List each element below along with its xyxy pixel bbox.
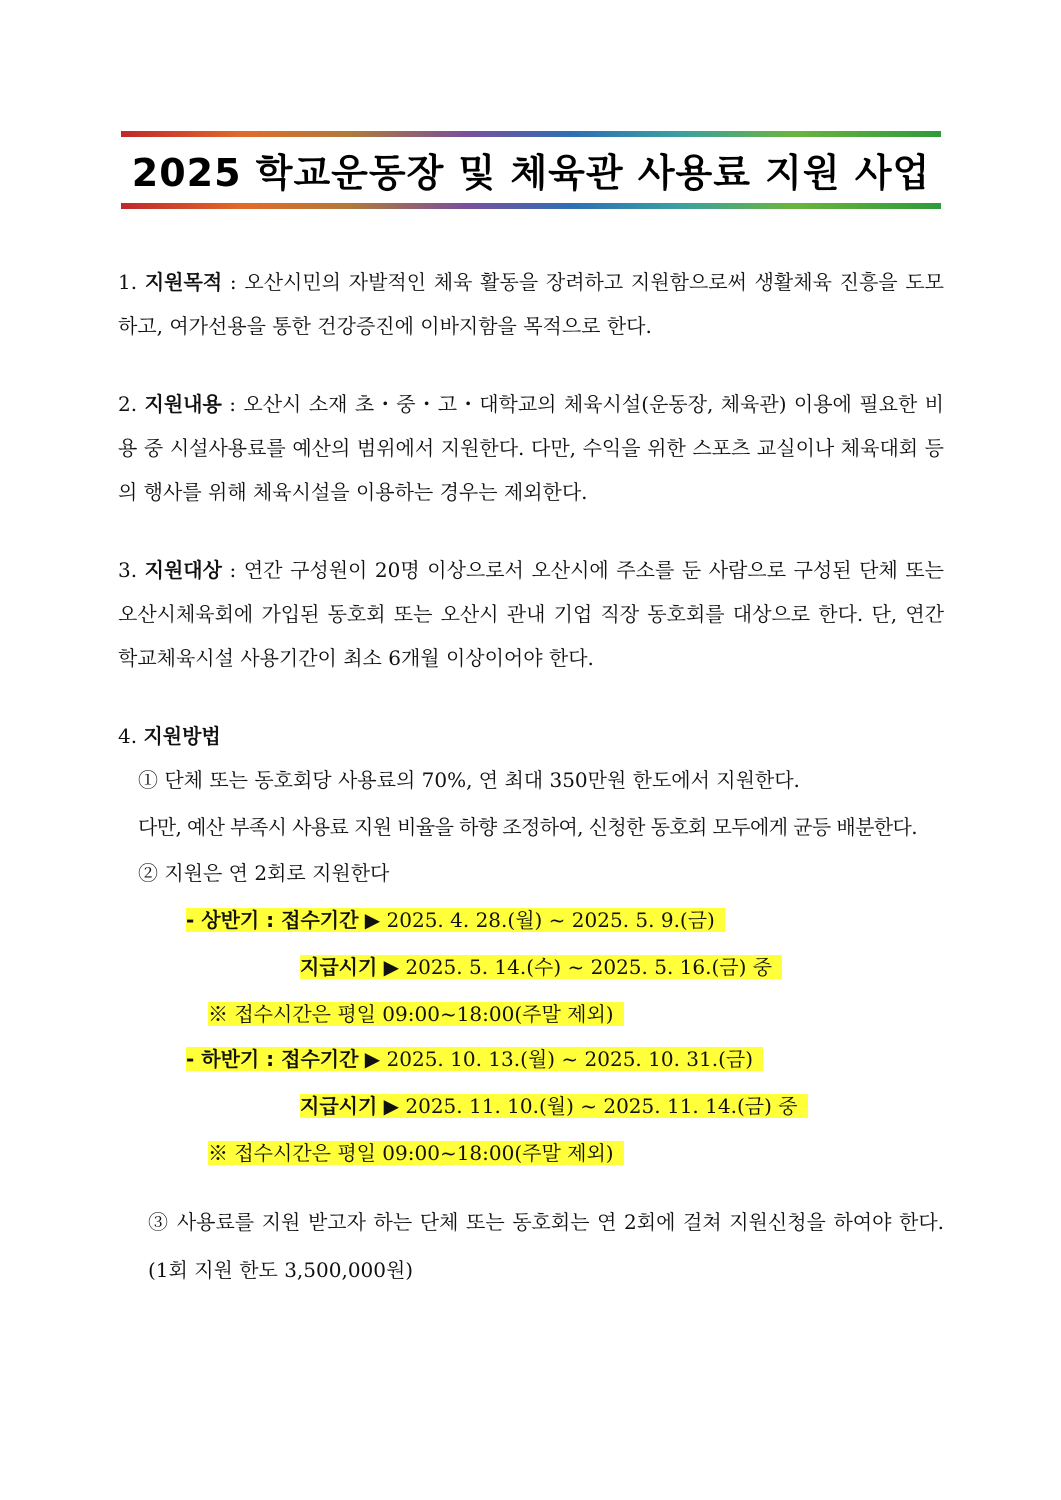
section-label: 지원대상 bbox=[144, 558, 222, 582]
second-half-receipt bbox=[186, 1039, 763, 1079]
method-item-3: ③ 사용료를 지원 받고자 하는 단체 또는 동호회는 연 2회에 걸쳐 지원신청을 하여야 한다.(1회 지원 한도 3,500,000원) bbox=[148, 1210, 944, 1282]
second-half-pay-label: 지급시기 bbox=[300, 1094, 378, 1118]
highlight-note: ※ 접수시간은 평일 09:00~18:00(주말 제외) bbox=[208, 1002, 624, 1026]
highlight bbox=[186, 908, 725, 932]
section-purpose bbox=[118, 260, 944, 348]
section-number: 2. bbox=[118, 392, 138, 416]
section-number: 4. bbox=[118, 724, 138, 748]
method-item-2: ② 지원은 연 2회로 지원한다 bbox=[138, 861, 390, 885]
section-method-heading bbox=[118, 716, 221, 756]
page-title: 2025 학교운동장 및 체육관 사용료 지원 사업 bbox=[131, 151, 931, 195]
first-half-receipt-dates: ▶ 2025. 4. 28.(월) ~ 2025. 5. 9.(금) bbox=[358, 908, 715, 932]
first-half-receipt bbox=[186, 900, 725, 940]
second-half-note bbox=[208, 1133, 624, 1173]
section-number: 3. bbox=[118, 558, 138, 582]
highlight bbox=[300, 1094, 808, 1118]
highlight bbox=[186, 1047, 763, 1071]
title-bottom-rule bbox=[121, 203, 941, 209]
section-number: 1. bbox=[118, 270, 138, 294]
first-half-payment bbox=[300, 947, 782, 987]
highlight-note: ※ 접수시간은 평일 09:00~18:00(주말 제외) bbox=[208, 1141, 624, 1165]
second-half-label: - 하반기 : 접수기간 bbox=[186, 1047, 359, 1071]
section-label: 지원내용 bbox=[144, 392, 222, 416]
first-half-label: - 상반기 : 접수기간 bbox=[186, 908, 359, 932]
first-half-pay-dates: ▶ 2025. 5. 14.(수) ~ 2025. 5. 16.(금) 중 bbox=[377, 955, 773, 979]
section-text: : 오산시 소재 초・중・고・대학교의 체육시설(운동장, 체육관) 이용에 필요한 비용 중 시설사용료를 예산의 범위에서 지원한다. 다만, 수익을 위한 스포츠 교실이나 체육대회 등의 행사를 위해 체육시설을 이용하는 경우는 제외한다. bbox=[118, 392, 945, 504]
section-text: : 연간 구성원이 20명 이상으로서 오산시에 주소를 둔 사람으로 구성된 단체 또는 오산시체육회에 가입된 동호회 또는 오산시 관내 기업 직장 동호회를 대상으로 한다. 단, 연간 학교체육시설 사용기간이 최소 6개월 이상이어야 한다. bbox=[118, 558, 944, 670]
second-half-pay-dates: ▶ 2025. 11. 10.(월) ~ 2025. 11. 14.(금) 중 bbox=[377, 1094, 798, 1118]
method-item-1: ① 단체 또는 동호회당 사용료의 70%, 연 최대 350만원 한도에서 지원한다. bbox=[138, 768, 800, 792]
section-content bbox=[118, 382, 944, 514]
method-item-1-note: 다만, 예산 부족시 사용료 지원 비율을 하향 조정하여, 신청한 동호회 모두에게 균등 배분한다. bbox=[138, 815, 918, 839]
first-half-note bbox=[208, 994, 624, 1034]
second-half-receipt-dates: ▶ 2025. 10. 13.(월) ~ 2025. 10. 31.(금) bbox=[358, 1047, 754, 1071]
highlight bbox=[300, 955, 782, 979]
section-label: 지원방법 bbox=[143, 724, 221, 748]
second-half-payment bbox=[300, 1086, 808, 1126]
section-label: 지원목적 bbox=[144, 270, 223, 294]
title-top-rule bbox=[121, 131, 941, 137]
first-half-pay-label: 지급시기 bbox=[300, 955, 378, 979]
section-text: : 오산시민의 자발적인 체육 활동을 장려하고 지원함으로써 생활체육 진흥을 도모하고, 여가선용을 통한 건강증진에 이바지함을 목적으로 한다. bbox=[118, 270, 945, 338]
section-target bbox=[118, 548, 944, 680]
